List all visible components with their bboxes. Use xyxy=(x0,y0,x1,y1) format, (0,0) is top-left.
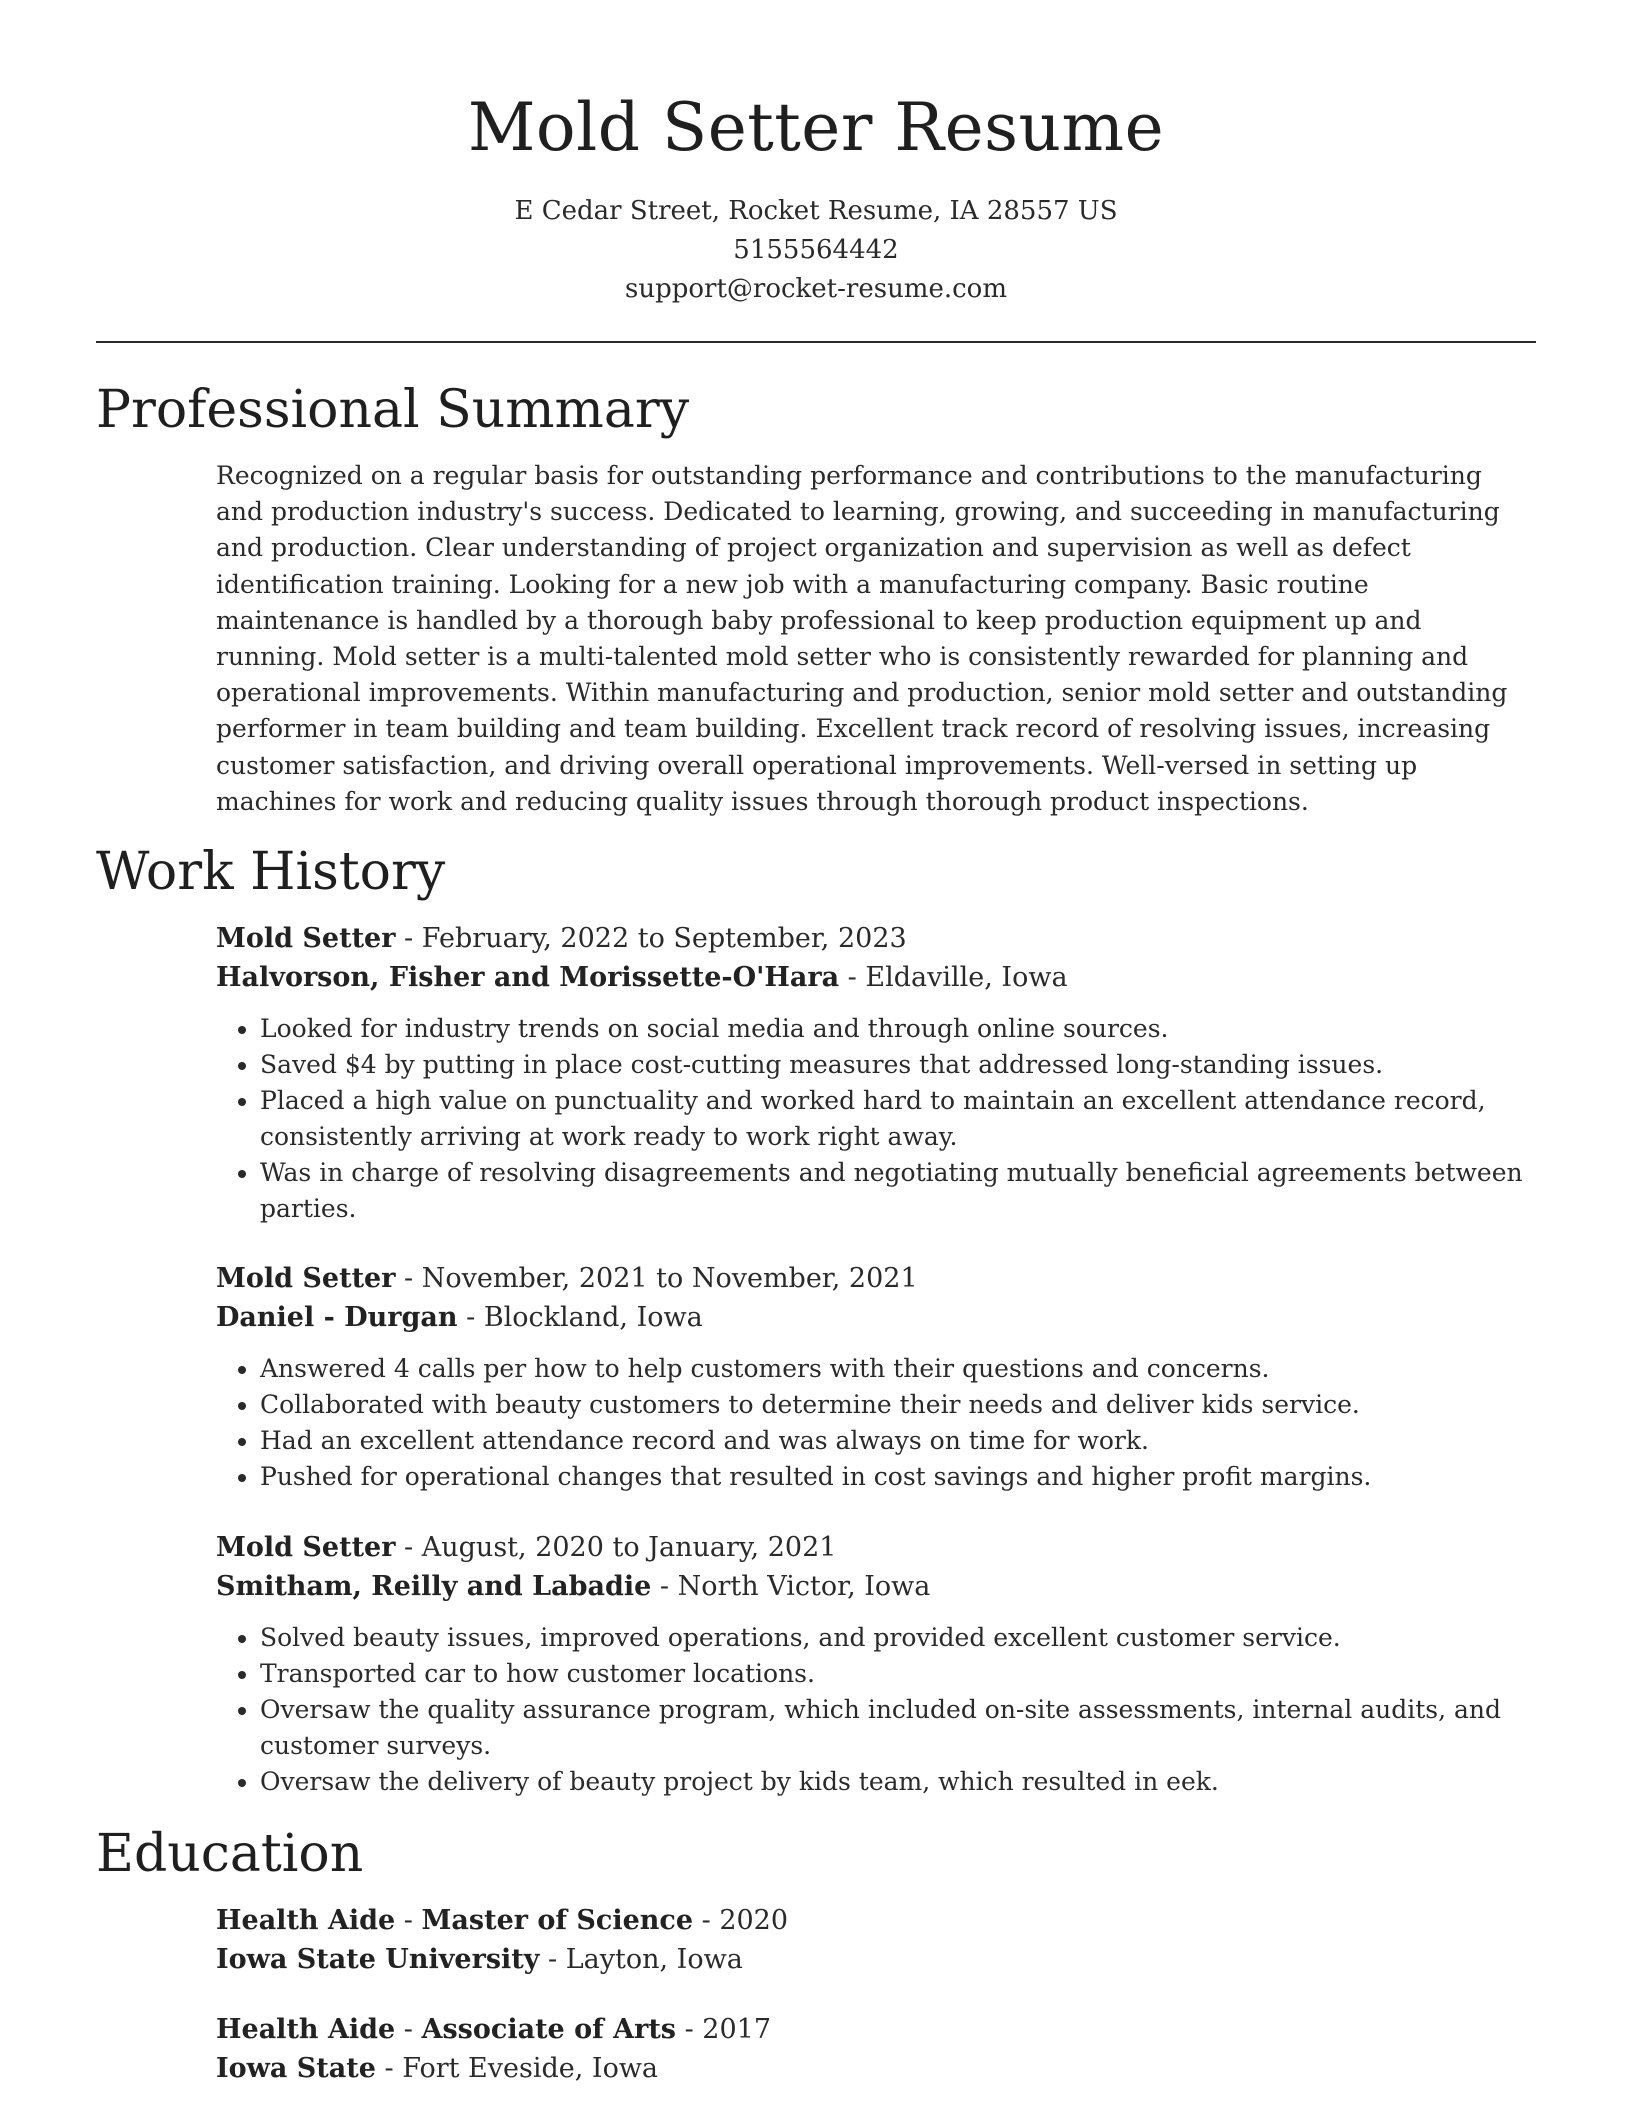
education-field: Health Aide xyxy=(216,1905,396,1936)
job-bullet: • Placed a high value on punctuality and worked hard to maintain an excellent attendance record, consistently arriving at work ready to work right away. xyxy=(260,1083,1536,1155)
job-bullet-list xyxy=(216,1011,1536,1227)
section-title-work-history: Work History xyxy=(96,842,446,902)
job-position: Mold Setter xyxy=(216,1532,396,1563)
job-bullet: • Was in charge of resolving disagreements and negotiating mutually beneficial agreements between parties. xyxy=(260,1155,1536,1227)
education-school-line xyxy=(216,1940,1536,1979)
education-year: 2020 xyxy=(719,1905,789,1936)
job-location: Blockland, Iowa xyxy=(483,1302,703,1333)
job-position: Mold Setter xyxy=(216,923,396,954)
section-title-education: Education xyxy=(96,1824,364,1884)
job-location: Eldaville, Iowa xyxy=(865,962,1068,993)
job-title-line xyxy=(216,1528,1536,1567)
job-bullet: • Pushed for operational changes that resulted in cost savings and higher profit margins. xyxy=(260,1459,1536,1495)
job-bullet: • Solved beauty issues, improved operations, and provided excellent customer service. xyxy=(260,1620,1536,1656)
separator: - xyxy=(395,1532,422,1563)
section-title-summary: Professional Summary xyxy=(96,380,690,440)
separator: - xyxy=(539,1944,566,1975)
job-company-line xyxy=(216,1567,1536,1606)
separator: - xyxy=(457,1302,484,1333)
job-dates: November, 2021 to November, 2021 xyxy=(421,1263,918,1294)
job-entry xyxy=(216,919,1536,1227)
education-degree: Master of Science xyxy=(421,1905,694,1936)
education-year: 2017 xyxy=(702,2014,772,2045)
separator: - xyxy=(395,2014,422,2045)
separator: - xyxy=(395,923,422,954)
education-degree: Associate of Arts xyxy=(421,2014,676,2045)
contact-block xyxy=(0,192,1632,309)
education-entry xyxy=(216,2010,1536,2088)
education-degree-line xyxy=(216,2010,1536,2049)
resume-header xyxy=(0,0,1632,309)
job-entry xyxy=(216,1528,1536,1800)
phone-line: 5155564442 xyxy=(733,235,899,265)
separator: - xyxy=(395,1263,422,1294)
education-field: Health Aide xyxy=(216,2014,396,2045)
job-bullet: • Collaborated with beauty customers to determine their needs and deliver kids service. xyxy=(260,1387,1536,1423)
education-school: Iowa State University xyxy=(216,1944,540,1975)
job-bullet-list xyxy=(216,1351,1536,1495)
job-dates: February, 2022 to September, 2023 xyxy=(421,923,907,954)
separator: - xyxy=(395,1905,422,1936)
job-bullet: • Transported car to how customer locations. xyxy=(260,1656,1536,1692)
job-location: North Victor, Iowa xyxy=(677,1571,931,1602)
job-company: Smitham, Reilly and Labadie xyxy=(216,1571,652,1602)
job-bullet: • Oversaw the quality assurance program, which included on-site assessments, internal audits, and customer surveys. xyxy=(260,1692,1536,1764)
job-company-line xyxy=(216,1298,1536,1337)
job-position: Mold Setter xyxy=(216,1263,396,1294)
job-bullet: • Had an excellent attendance record and was always on time for work. xyxy=(260,1423,1536,1459)
address-line: E Cedar Street, Rocket Resume, IA 28557 US xyxy=(514,196,1118,226)
job-dates: August, 2020 to January, 2021 xyxy=(421,1532,837,1563)
resume-title: Mold Setter Resume xyxy=(467,89,1165,166)
education-degree-line xyxy=(216,1901,1536,1940)
header-divider xyxy=(96,341,1536,343)
job-entry xyxy=(216,1259,1536,1495)
separator: - xyxy=(375,2053,403,2084)
education-location: Layton, Iowa xyxy=(565,1944,743,1975)
job-bullet-list xyxy=(216,1620,1536,1800)
job-company-line xyxy=(216,958,1536,997)
education-school-line xyxy=(216,2049,1536,2088)
separator: - xyxy=(651,1571,678,1602)
job-title-line xyxy=(216,1259,1536,1298)
job-bullet: • Oversaw the delivery of beauty project by kids team, which resulted in eek. xyxy=(260,1764,1536,1800)
separator: - xyxy=(676,2014,703,2045)
job-company: Halvorson, Fisher and Morissette-O'Hara xyxy=(216,962,840,993)
separator: - xyxy=(693,1905,720,1936)
job-title-line xyxy=(216,919,1536,958)
education-entry xyxy=(216,1901,1536,1979)
separator: - xyxy=(839,962,866,993)
education-school: Iowa State xyxy=(216,2053,376,2084)
job-bullet: • Looked for industry trends on social media and through online sources. xyxy=(260,1011,1536,1047)
job-company: Daniel - Durgan xyxy=(216,1302,458,1333)
job-bullet: • Answered 4 calls per how to help customers with their questions and concerns. xyxy=(260,1351,1536,1387)
job-bullet: • Saved $4 by putting in place cost-cutting measures that addressed long-standing issues. xyxy=(260,1047,1536,1083)
summary-text: Recognized on a regular basis for outstanding performance and contributions to the manufacturing and production industry's success. Dedicated to learning, growing, and succeeding in manufacturing and production. Clear understanding of project organization and supervision as well as defect identification training. Looking for a new job with a manufacturing company. Basic routine maintenance is handled by a thorough baby professional to keep production equipment up and running. Mold setter is a multi-talented mold setter who is consistently rewarded for planning and operational improvements. Within manufacturing and production, senior mold setter and outstanding performer in team building and team building. Excellent track record of resolving issues, increasing customer satisfaction, and driving overall operational improvements. Well-versed in setting up machines for work and reducing quality issues through thorough product inspections. xyxy=(216,461,1508,816)
email-line: support@rocket-resume.com xyxy=(624,274,1007,304)
education-location: Fort Eveside, Iowa xyxy=(402,2053,659,2084)
